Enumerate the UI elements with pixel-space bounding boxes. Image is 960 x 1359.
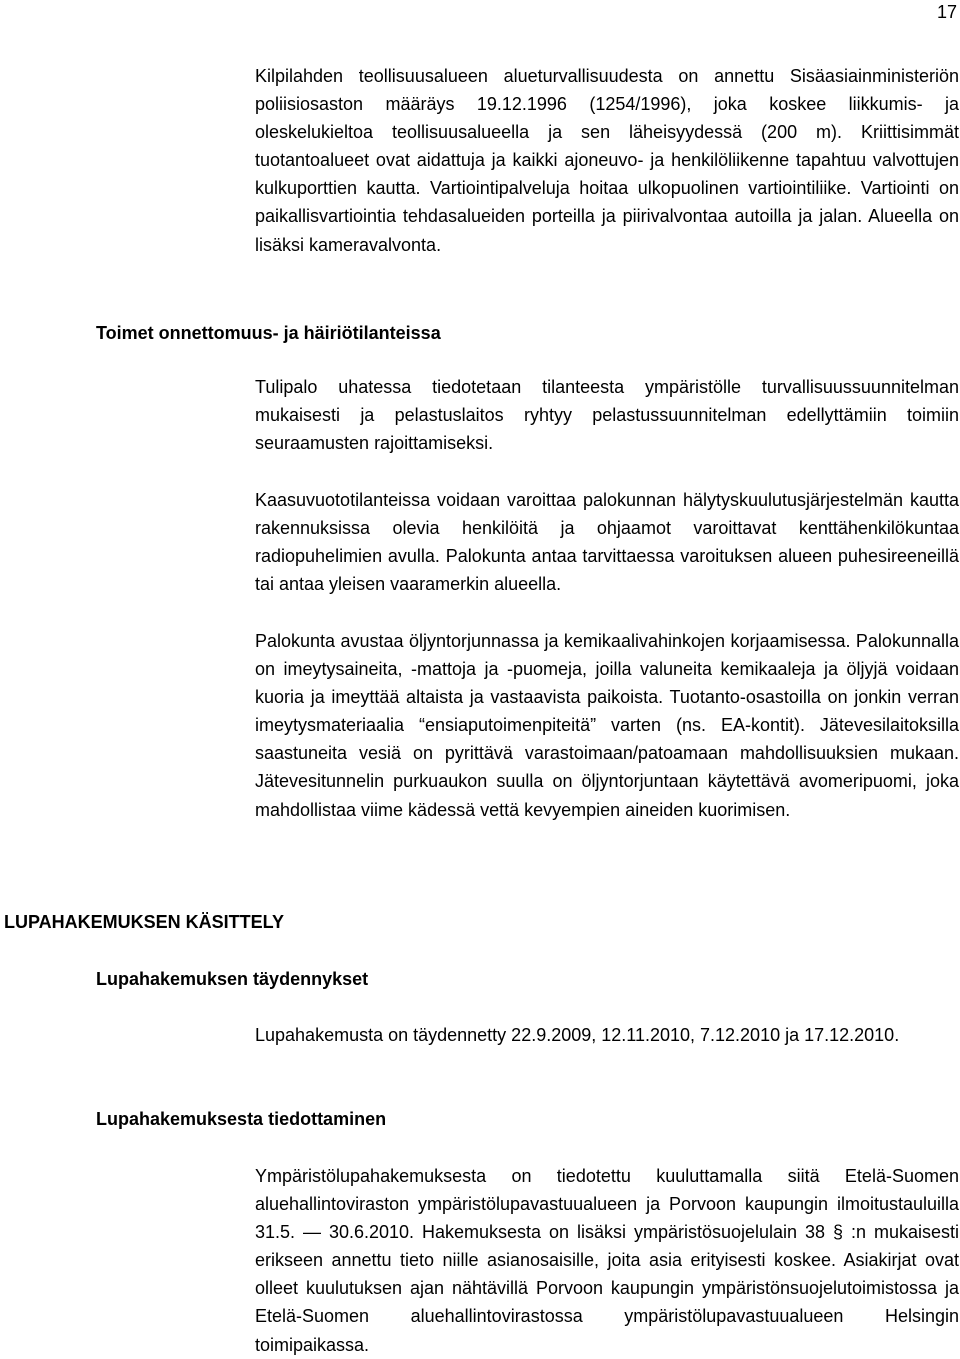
heading-accident-actions: Toimet onnettomuus- ja häiriötilanteissa (96, 323, 441, 343)
paragraph-fire: Tulipalo uhatessa tiedotetaan tilanteesta ympäristölle turvallisuussuunnitelman mukaisesti ja pelastuslaitos ryhtyy pelastussuunnitelman edellyttämiin toimiin seuraamusten rajoittamiseksi. (255, 377, 959, 454)
heading-application-supplements: Lupahakemuksen täydennykset (96, 969, 369, 989)
page-number: 17 (937, 2, 958, 22)
heading-application-processing: LUPAHAKEMUKSEN KÄSITTELY (4, 912, 285, 932)
heading-application-notice: Lupahakemuksesta tiedottaminen (96, 1109, 387, 1129)
paragraph-notice: Ympäristölupahakemuksesta on tiedotettu kuuluttamalla siitä Etelä-Suomen aluehallintoviraston ympäristölupavastuualueen ja Porvoon kaupungin ilmoitustauluilla 31.5. — 30.6.2010. Hakemuksesta on lisäksi ympäristösuojelulain 38 § :n mukaisesti erikseen annettu tieto niille asianosaisille, joita asia erityisesti koskee. Asiakirjat ovat olleet kuulutuksen ajan nähtävillä Porvoon kaupungin ympäristönsuojelutoimistossa ja Etelä-Suomen aluehallintovirastossa ympäristölupavastuualueen Helsingin toimipaikassa. (255, 1166, 959, 1355)
paragraph-gas-leak: Kaasuvuototilanteissa voidaan varoittaa palokunnan hälytyskuulutusjärjestelmän kautta rakennuksissa olevia henkilöitä ja ohjaamot varoittavat kenttähenkilökuntaa radiopuhelimien avulla. Palokunta antaa tarvittaessa varoituksen alueen puhesireeneillä tai antaa yleisen vaaramerkin alueella. (255, 490, 959, 595)
paragraph-oil-spill: Palokunta avustaa öljyntorjunnassa ja kemikaalivahinkojen korjaamisessa. Palokunnalla on imeytysaineita, -mattoja ja -puomeja, joilla valuneita kemikaaleja ja öljyjä voidaan kuoria ja imeyttää altaista ja vastaavista paikoista. Tuotanto-osastoilla on jonkin verran imeytysmateriaalia “ensiaputoimenpiteitä” varten (ns. EA-kontit). Jätevesilaitoksilla saastuneita vesiä on pyrittävä varastoimaan/patoamaan mahdollisuuksien mukaan. Jätevesitunnelin purkuaukon suulla on öljyntorjuntaan käytettävä avomeripuomi, joka mahdollistaa viime kädessä vettä kevyempien aineiden kuorimisen. (255, 631, 959, 820)
paragraph-supplements: Lupahakemusta on täydennetty 22.9.2009, 12.11.2010, 7.12.2010 ja 17.12.2010. (255, 1025, 900, 1045)
paragraph-security: Kilpilahden teollisuusalueen alueturvallisuudesta on annettu Sisäasiainministeriön poliisiosaston määräys 19.12.1996 (1254/1996), joka koskee liikkumis- ja oleskelukieltoa teollisuusalueella ja sen läheisyydessä (200 m). Kriittisimmät tuotantoalueet ovat aidattuja ja kaikki ajoneuvo- ja henkilöliikenne tapahtuu valvottujen kulkuporttien kautta. Vartiointipalveluja hoitaa ulkopuolinen vartiointiliike. Vartiointi on paikallisvartiointia tehdasalueiden porteilla ja piirivalvontaa autoilla ja jalan. Alueella on lisäksi kameravalvonta. (255, 66, 959, 255)
